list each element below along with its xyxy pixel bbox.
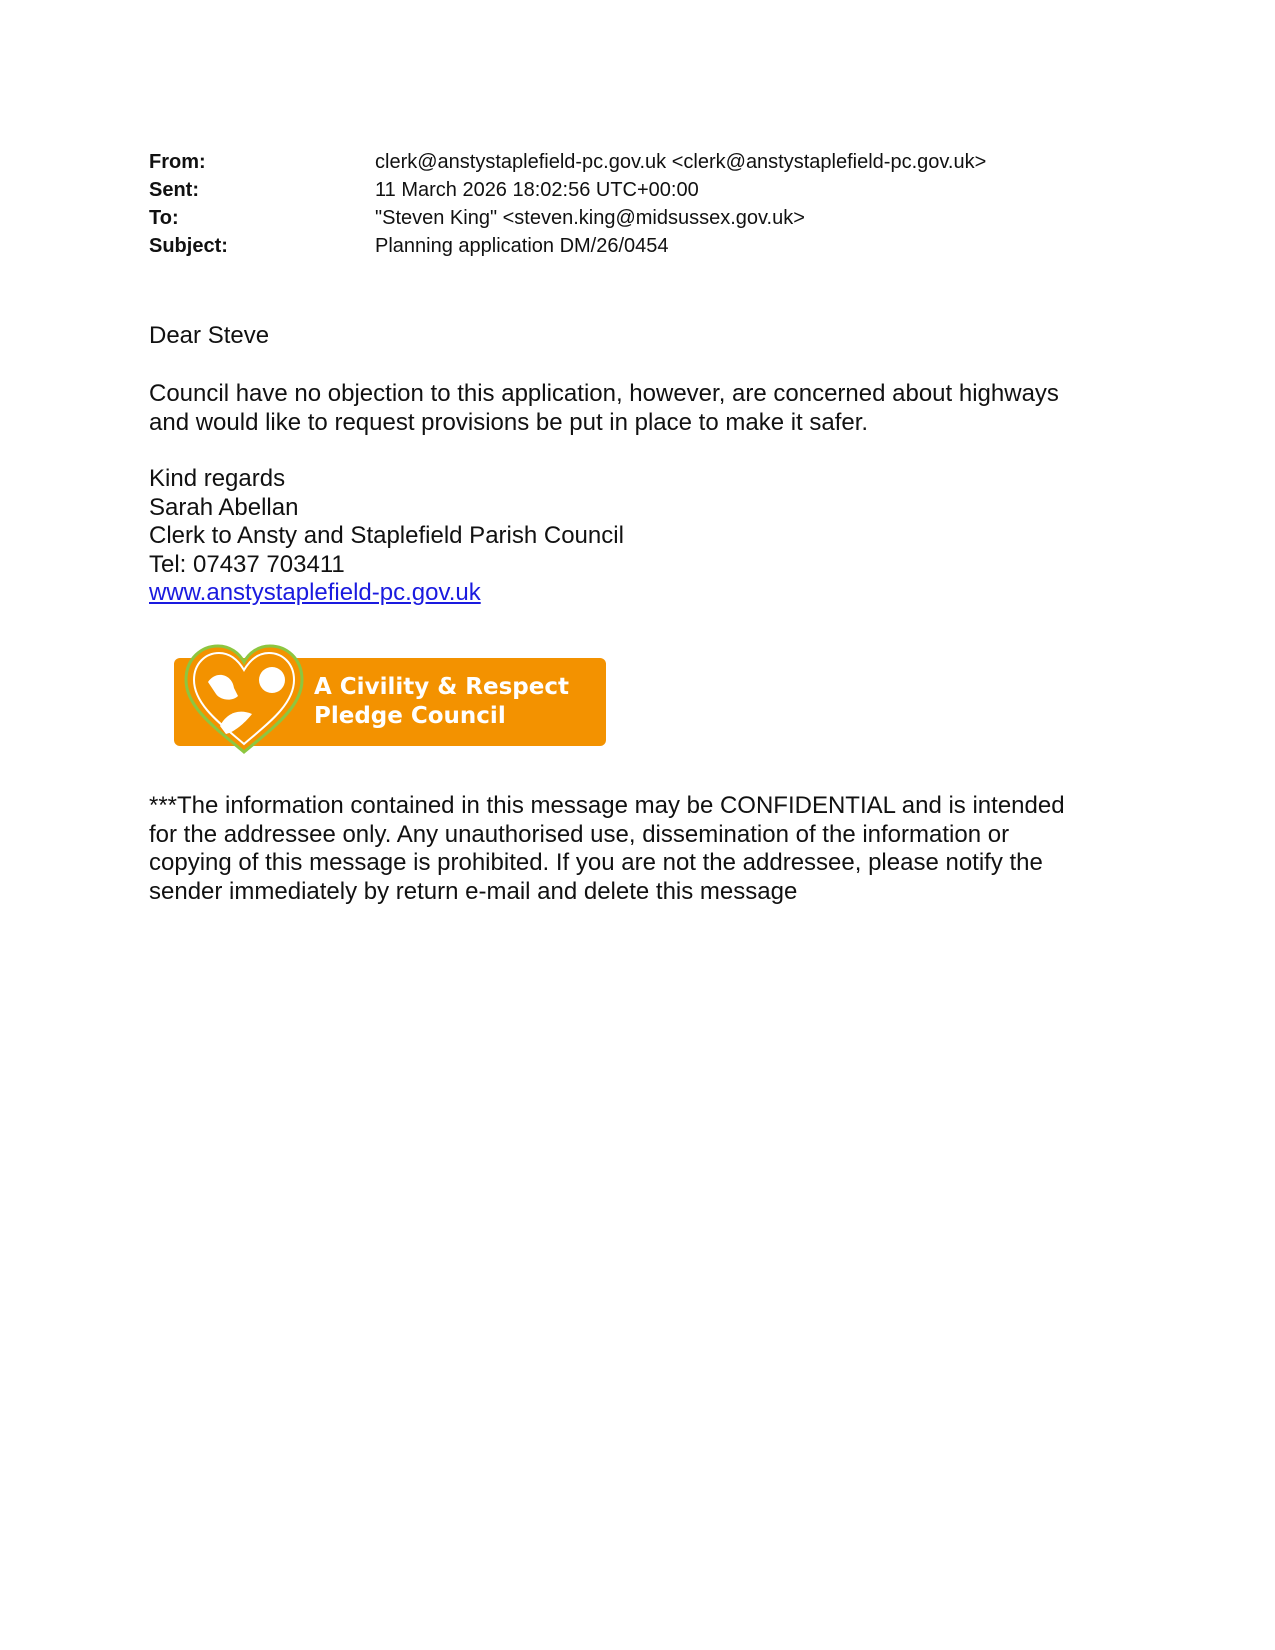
body-paragraph (149, 380, 1149, 437)
signature-role: Clerk to Ansty and Staplefield Parish Council (149, 522, 624, 549)
from-label: From: (149, 151, 206, 173)
from-value: clerk@anstystaplefield-pc.gov.uk <clerk@anstystaplefield-pc.gov.uk> (375, 151, 987, 173)
greeting: Dear Steve (149, 322, 270, 349)
signature-name: Sarah Abellan (149, 493, 299, 521)
civility-pledge-badge (172, 644, 608, 756)
disclaimer-line: sender immediately by return e-mail and delete this message (149, 877, 798, 905)
body-paragraph-line: Council have no objection to this application, however, are concerned about highways (149, 380, 1059, 407)
badge-line1: A Civility & Respect (314, 674, 569, 700)
signature-tel: Tel: 07437 703411 (149, 550, 345, 578)
to-value: "Steven King" <steven.king@midsussex.gov.uk> (375, 207, 805, 229)
sent-value: 11 March 2026 18:02:56 UTC+00:00 (375, 179, 699, 201)
email-header (149, 148, 1149, 260)
civility-pledge-logo (172, 644, 608, 756)
subject-value: Planning application DM/26/0454 (375, 235, 669, 257)
subject-label: Subject: (149, 235, 228, 257)
subject-row (149, 232, 1149, 260)
to-label: To: (149, 207, 179, 229)
badge-line2: Pledge Council (314, 703, 506, 729)
from-row (149, 148, 1149, 176)
signature (149, 465, 1149, 608)
signature-closing: Kind regards (149, 465, 286, 492)
disclaimer-line: ***The information contained in this message may be CONFIDENTIAL and is intended (149, 792, 1065, 819)
website-link[interactable]: www.anstystaplefield-pc.gov.uk (149, 579, 481, 606)
disclaimer-line: copying of this message is prohibited. If you are not the addressee, please notify the (149, 849, 1043, 876)
body-paragraph-line: and would like to request provisions be put in place to make it safer. (149, 408, 869, 436)
sent-row (149, 176, 1149, 204)
confidentiality-disclaimer (149, 792, 1149, 906)
disclaimer-line: for the addressee only. Any unauthorised use, dissemination of the information or (149, 820, 1010, 848)
sent-label: Sent: (149, 179, 199, 201)
to-row (149, 204, 1149, 232)
